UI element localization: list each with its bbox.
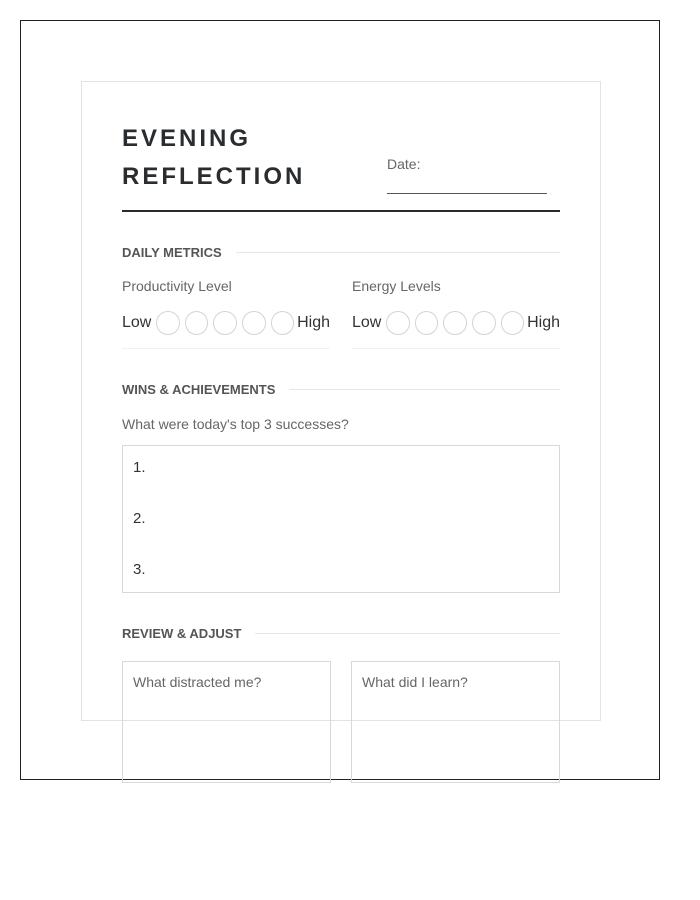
daily-metrics-heading [122, 242, 560, 262]
section-title: WINS & ACHIEVEMENTS [122, 381, 276, 397]
win-item-3: 3. [133, 561, 146, 578]
date-input-line[interactable] [387, 193, 547, 194]
rating-circle[interactable] [213, 311, 237, 335]
reflection-content [122, 120, 560, 783]
distracted-textarea[interactable] [122, 661, 331, 783]
rating-circle[interactable] [472, 311, 496, 335]
scale-low-label: Low [352, 314, 382, 331]
rating-circle[interactable] [185, 311, 209, 335]
rating-circle[interactable] [443, 311, 467, 335]
win-item-2: 2. [133, 510, 146, 527]
win-item-1: 1. [133, 459, 146, 476]
wins-textarea[interactable] [122, 445, 560, 593]
rating-circle[interactable] [242, 311, 266, 335]
header [122, 120, 560, 212]
productivity-scale [122, 308, 330, 349]
scale-high-label: High [297, 314, 330, 331]
metrics-row [122, 278, 560, 349]
wins-heading [122, 379, 560, 399]
section-title: REVIEW & ADJUST [122, 625, 242, 641]
rating-circle[interactable] [386, 311, 410, 335]
section-rule [236, 252, 560, 253]
metric-label: Energy Levels [352, 278, 441, 294]
page-title: EVENING REFLECTION [122, 125, 306, 190]
rating-circle[interactable] [415, 311, 439, 335]
rating-circle[interactable] [501, 311, 525, 335]
rating-circle[interactable] [271, 311, 295, 335]
review-prompt: What distracted me? [133, 674, 262, 690]
scale-high-label: High [527, 314, 560, 331]
wins-question: What were today's top 3 successes? [122, 416, 349, 432]
energy-metric [352, 278, 560, 349]
review-heading [122, 623, 560, 643]
scale-low-label: Low [122, 314, 152, 331]
learned-textarea[interactable] [351, 661, 560, 783]
energy-scale [352, 308, 560, 349]
section-title: DAILY METRICS [122, 244, 222, 260]
rating-circle[interactable] [156, 311, 180, 335]
productivity-metric [122, 278, 330, 349]
date-label: Date: [387, 156, 421, 172]
section-rule [289, 389, 560, 390]
section-rule [255, 633, 560, 634]
review-prompt: What did I learn? [362, 674, 468, 690]
metric-label: Productivity Level [122, 278, 232, 294]
review-boxes [122, 661, 560, 783]
